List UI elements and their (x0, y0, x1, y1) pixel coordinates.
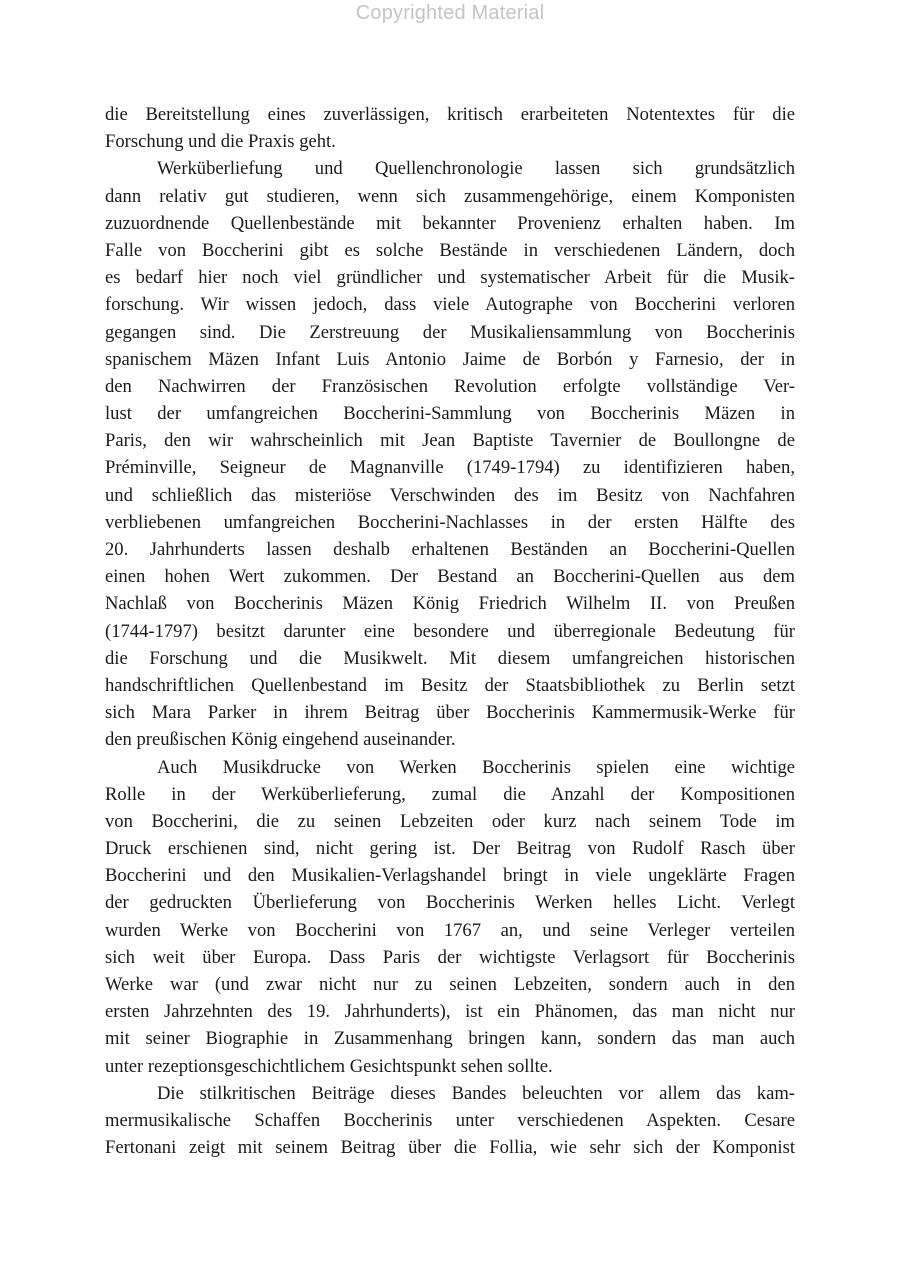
text-line: Fertonani zeigt mit seinem Beitrag über die Follia, wie sehr sich der Komponist (105, 1137, 795, 1159)
text-line: Werküberliefung und Quellenchronologie lassen sich grundsätzlich (157, 158, 795, 180)
text-line: Forschung und die Praxis geht. (105, 131, 336, 153)
text-line: Nachlaß von Boccherinis Mäzen König Friedrich Wilhelm II. von Preußen (105, 593, 795, 615)
text-line: Druck erschienen sind, nicht gering ist. Der Beitrag von Rudolf Rasch über (105, 838, 795, 860)
text-line: Préminville, Seigneur de Magnanville (1749-1794) zu identifizieren haben, (105, 457, 795, 479)
text-line: zuzuordnende Quellenbestände mit bekannter Provenienz erhalten haben. Im (105, 212, 795, 234)
text-line: Boccherini und den Musikalien-Verlagshandel bringt in viele ungeklärte Fragen (105, 865, 795, 887)
text-line: und schließlich das misteriöse Verschwinden des im Besitz von Nachfahren (105, 484, 795, 506)
text-line: 20. Jahrhunderts lassen deshalb erhaltenen Beständen an Boccherini-Quellen (105, 539, 795, 560)
text-line: Auch Musikdrucke von Werken Boccherinis spielen eine wichtige (157, 756, 795, 778)
text-line: mit seiner Biographie in Zusammenhang bringen kann, sondern das man auch (105, 1028, 795, 1050)
text-line: gegangen sind. Die Zerstreuung der Musikaliensammlung von Boccherinis (105, 321, 795, 343)
text-line: von Boccherini, die zu seinen Lebzeiten oder kurz nach seinem Tode im (105, 810, 795, 832)
text-line: die Forschung und die Musikwelt. Mit diesem umfangreichen historischen (105, 647, 795, 669)
text-line: Falle von Boccherini gibt es solche Bestände in verschiedenen Ländern, doch (105, 239, 795, 261)
text-line: ersten Jahrzehnten des 19. Jahrhunderts), ist ein Phänomen, das man nicht nur (105, 1001, 795, 1023)
text-line: Rolle in der Werküberlieferung, zumal die Anzahl der Kompositionen (105, 783, 795, 805)
text-line: dann relativ gut studieren, wenn sich zusammengehörige, einem Komponisten (105, 185, 795, 207)
text-line: handschriftlichen Quellenbestand im Besitz der Staatsbibliothek zu Berlin setzt (105, 674, 795, 696)
text-line: Die stilkritischen Beiträge dieses Bandes beleuchten vor allem das kam- (157, 1082, 795, 1104)
text-line: es bedarf hier noch viel gründlicher und systematischer Arbeit für die Musik- (105, 267, 795, 289)
text-line: forschung. Wir wissen jedoch, dass viele Autographe von Boccherini verloren (105, 294, 795, 316)
text-line: unter rezeptionsgeschichtlichem Gesichtspunkt sehen sollte. (105, 1055, 553, 1077)
text-line: den preußischen König eingehend auseinander. (105, 729, 456, 751)
text-line: Werke war (und zwar nicht nur zu seinen Lebzeiten, sondern auch in den (105, 974, 795, 995)
text-line: den Nachwirren der Französischen Revolution erfolgte vollständige Ver- (105, 375, 795, 397)
text-line: (1744-1797) besitzt darunter eine besondere und überregionale Bedeutung für (105, 620, 795, 642)
text-line: sich weit über Europa. Dass Paris der wichtigste Verlagsort für Boccherinis (105, 946, 795, 968)
text-line: spanischem Mäzen Infant Luis Antonio Jaime de Borbón y Farnesio, der in (105, 348, 795, 370)
text-line: lust der umfangreichen Boccherini-Sammlung von Boccherinis Mäzen in (105, 403, 795, 425)
text-line: Paris, den wir wahrscheinlich mit Jean Baptiste Tavernier de Boullongne de (105, 430, 795, 452)
copyright-watermark: Copyrighted Material (355, 2, 545, 24)
text-line: verbliebenen umfangreichen Boccherini-Nachlasses in der ersten Hälfte des (105, 511, 795, 533)
text-line: der gedruckten Überlieferung von Boccherinis Werken helles Licht. Verlegt (105, 892, 795, 914)
text-line: mermusikalische Schaffen Boccherinis unter verschiedenen Aspekten. Cesare (105, 1109, 795, 1131)
text-line: die Bereitstellung eines zuverlässigen, kritisch erarbeiteten Notentextes für die (105, 104, 795, 125)
text-line: einen hohen Wert zukommen. Der Bestand an Boccherini-Quellen aus dem (105, 566, 795, 588)
text-line: wurden Werke von Boccherini von 1767 an, und seine Verleger verteilen (105, 919, 795, 941)
body-text (105, 101, 795, 1161)
text-line: sich Mara Parker in ihrem Beitrag über Boccherinis Kammermusik-Werke für (105, 702, 795, 724)
